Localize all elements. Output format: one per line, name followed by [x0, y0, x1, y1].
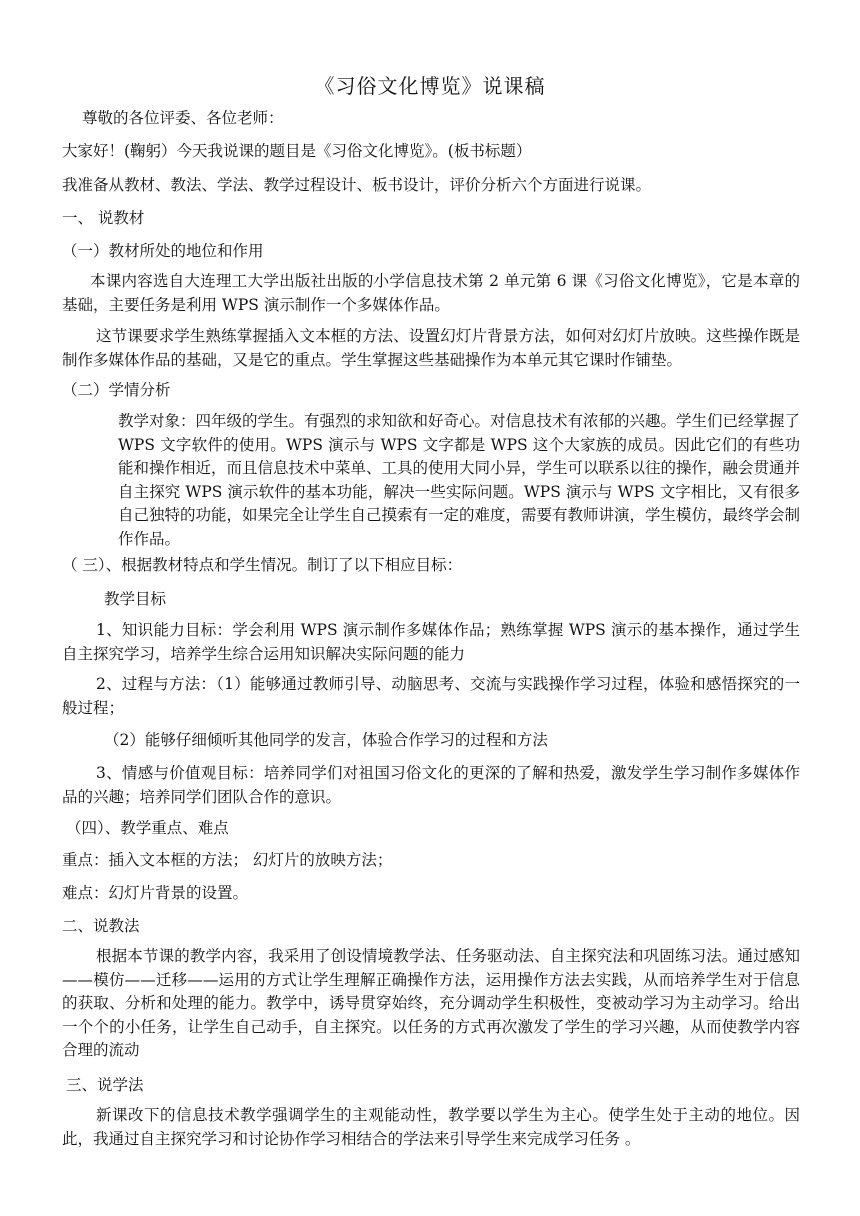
goal-process-2: （2）能够仔细倾听其他同学的发言，体验合作学习的过程和方法 [104, 731, 548, 749]
subsection-heading-2: （二）学情分析 [62, 381, 171, 399]
paragraph-student-analysis: 教学对象：四年级的学生。有强烈的求知欲和好奇心。对信息技术有浓郁的兴趣。学生们已经掌握了 WPS 文字软件的使用。WPS 演示与 WPS 文字都是 WPS 这个大家族的成员。因此它们的有些功能和操作相近，而且信息技术中菜单、工具的使用大同小异，学生可以联系以往的操作，融会贯通并自主探究 WPS 演示软件的基本功能，解决一些实际问题。WPS 演示与 WPS 文字相比，又有很多自己独特的功能，如果完全让学生自己摸索有一定的难度，需要有教师讲演，学生模仿，最终学会制作作品。 [118, 412, 801, 548]
paragraph-teaching-methods: 根据本节课的教学内容，我采用了创设情境教学法、任务驱动法、自主探究法和巩固练习法。通过感知——模仿——迁移——运用的方式让学生理解正确操作方法，运用操作方法去实践，从而培养学生对于信息的获取、分析和处理的能力。教学中，诱导贯穿始终，充分调动学生积极性，变被动学习为主动学习。给出一个个的小任务，让学生自己动手，自主探究。以任务的方式再次激发了学生的学习兴趣，从而使教学内容合理的流动 [62, 947, 800, 1059]
goal-knowledge: 1、知识能力目标：学会利用 WPS 演示制作多媒体作品；熟练掌握 WPS 演示的基本操作，通过学生自主探究学习，培养学生综合运用知识解决实际问题的能力 [62, 621, 800, 663]
goal-emotion: 3、情感与价值观目标：培养同学们对祖国习俗文化的更深的了解和热爱，激发学生学习制作多媒体作品的兴趣；培养同学们团队合作的意识。 [62, 764, 800, 806]
subsection-heading-4: （四）、教学重点、难点 [66, 819, 229, 837]
goal-process: 2、过程与方法：（1）能够通过教师引导、动脑思考、交流与实践操作学习过程，体验和感悟探究的一般过程； [62, 675, 800, 717]
paragraph-textbook-requirements: 这节课要求学生熟练掌握插入文本框的方法、设置幻灯片背景方法，如何对幻灯片放映。这些操作既是制作多媒体作品的基础，又是它的重点。学生掌握这些基础操作为本单元其它课时作铺垫。 [62, 327, 800, 369]
intro-line-2: 我准备从教材、教法、学法、教学过程设计、板书设计，评价分析六个方面进行说课。 [62, 176, 652, 194]
subsection-heading-1: （一）教材所处的地位和作用 [62, 242, 264, 260]
difficult-point: 难点：幻灯片背景的设置。 [62, 884, 249, 902]
paragraph-learning-methods: 新课改下的信息技术教学强调学生的主观能动性，教学要以学生为主心。使学生处于主动的地位。因此，我通过自主探究学习和讨论协作学习相结合的学法来引导学生来完成学习任务 。 [62, 1106, 800, 1148]
document-title: 《习俗文化博览》说课稿 [314, 74, 546, 98]
greeting: 尊敬的各位评委、各位老师： [82, 109, 284, 127]
section-heading-3: 三、说学法 [66, 1076, 144, 1094]
paragraph-textbook-position: 本课内容选自大连理工大学出版社出版的小学信息技术第 2 单元第 6 课《习俗文化博览》，它是本章的基础，主要任务是利用 WPS 演示制作一个多媒体作品。 [62, 272, 800, 314]
key-point: 重点：插入文本框的方法； 幻灯片的放映方法； [62, 851, 393, 869]
section-heading-1: 一、 说教材 [62, 209, 145, 227]
subsection-heading-3: （ 三）、根据教材特点和学生情况。制订了以下相应目标： [62, 556, 463, 574]
teaching-goals-heading: 教学目标 [104, 590, 167, 608]
section-heading-2: 二、说教法 [62, 917, 140, 935]
intro-line-1: 大家好！(鞠躬）今天我说课的题目是《习俗文化博览》。(板书标题） [62, 142, 532, 160]
